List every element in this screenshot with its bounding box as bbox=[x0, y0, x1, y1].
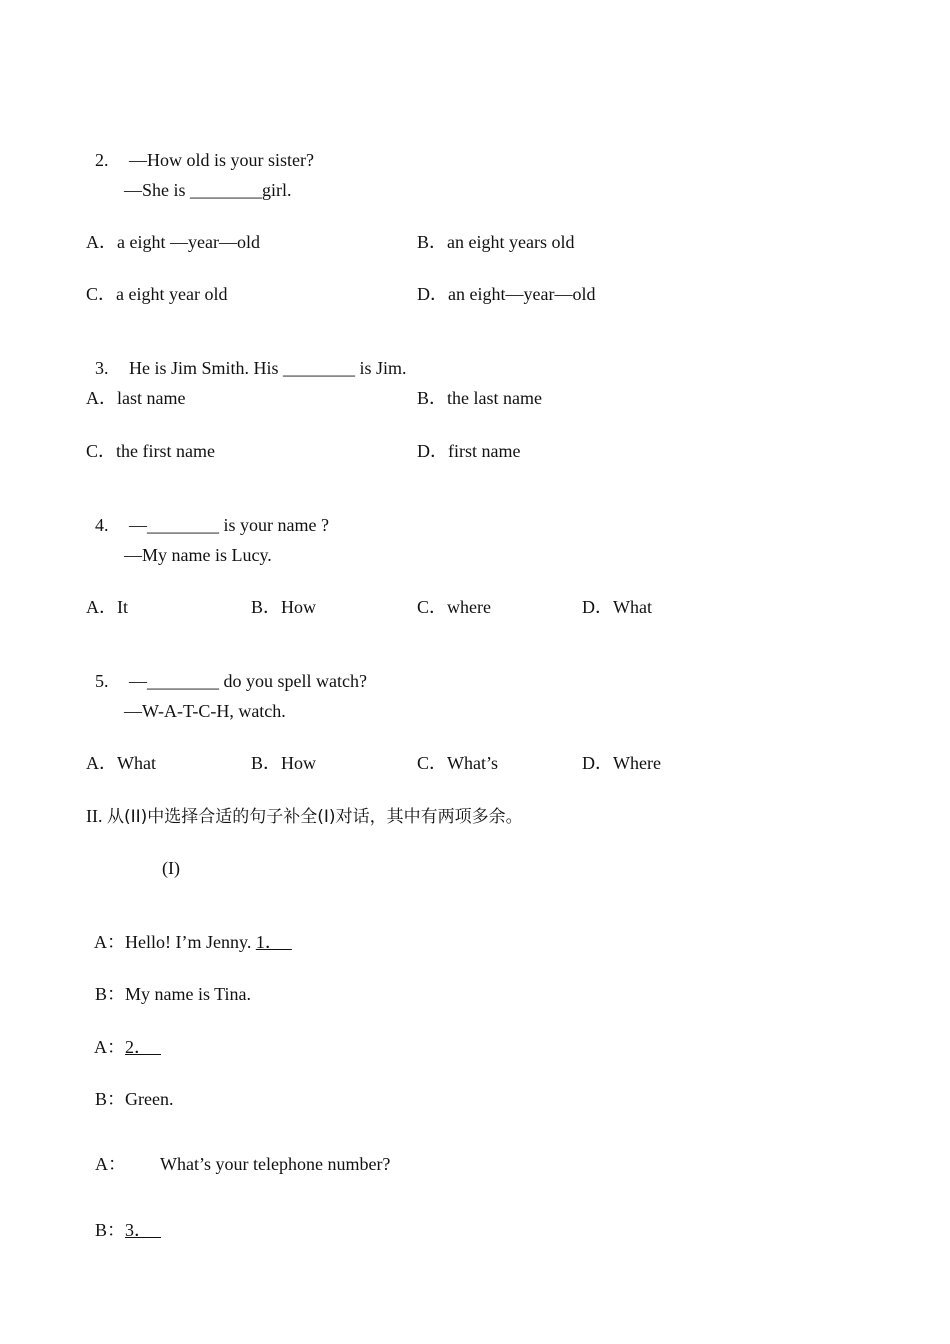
question-4-option-a[interactable]: A．It bbox=[86, 597, 128, 617]
question-3-option-a[interactable]: A．last name bbox=[86, 388, 186, 408]
dialogue-text: Green. bbox=[125, 1089, 174, 1109]
answer-blank-1[interactable]: 1． bbox=[255, 932, 292, 952]
answer-blank-2[interactable]: 2． bbox=[125, 1037, 162, 1057]
speaker-label: A： bbox=[95, 1154, 126, 1174]
dialogue-text: Hello! I’m Jenny. bbox=[125, 932, 256, 952]
question-number: 4. bbox=[95, 515, 109, 535]
speaker-label: A： bbox=[94, 1037, 126, 1057]
question-5-option-b[interactable]: B．How bbox=[251, 753, 317, 773]
section-2-heading: II. 从(II)中选择合适的句子补全(I)对话，其中有两项多余。 bbox=[86, 806, 523, 827]
speaker-label: B： bbox=[95, 1220, 126, 1240]
question-2-stem bbox=[86, 127, 314, 171]
question-3-stem bbox=[86, 335, 407, 379]
question-4-response: —My name is Lucy. bbox=[124, 545, 272, 565]
dialogue-line-5 bbox=[86, 1131, 390, 1175]
question-4-option-b[interactable]: B．How bbox=[251, 597, 317, 617]
dialogue-line-1 bbox=[86, 909, 292, 953]
question-number: 3. bbox=[95, 358, 109, 378]
question-text: —How old is your sister? bbox=[129, 150, 314, 170]
question-3-option-b[interactable]: B．the last name bbox=[417, 388, 542, 408]
dialogue-line-4 bbox=[86, 1066, 174, 1110]
speaker-label: A： bbox=[94, 932, 126, 952]
dialogue-line-2 bbox=[86, 961, 251, 1005]
speaker-label: B： bbox=[95, 984, 126, 1004]
question-number: 5. bbox=[95, 671, 109, 691]
dialogue-part-label: (I) bbox=[162, 858, 180, 878]
question-text: —________ do you spell watch? bbox=[129, 671, 367, 691]
answer-blank-3[interactable]: 3． bbox=[125, 1220, 162, 1240]
question-5-option-d[interactable]: D．Where bbox=[582, 753, 661, 773]
question-2-response: —She is ________girl. bbox=[124, 180, 292, 200]
question-5-response: —W-A-T-C-H, watch. bbox=[124, 701, 286, 721]
question-4-option-d[interactable]: D．What bbox=[582, 597, 652, 617]
question-5-option-a[interactable]: A．What bbox=[86, 753, 156, 773]
question-5-option-c[interactable]: C．What’s bbox=[417, 753, 499, 773]
question-2-option-c[interactable]: C．a eight year old bbox=[86, 284, 228, 304]
question-2-option-d[interactable]: D．an eight—year—old bbox=[417, 284, 596, 304]
question-4-stem bbox=[86, 492, 329, 536]
speaker-label: B： bbox=[95, 1089, 126, 1109]
question-5-stem bbox=[86, 648, 367, 692]
dialogue-line-3 bbox=[86, 1014, 161, 1058]
question-2-option-a[interactable]: A．a eight —year—old bbox=[86, 232, 260, 252]
dialogue-text: What’s your telephone number? bbox=[160, 1154, 391, 1174]
question-4-option-c[interactable]: C．where bbox=[417, 597, 491, 617]
dialogue-line-6 bbox=[86, 1197, 161, 1241]
question-2-option-b[interactable]: B．an eight years old bbox=[417, 232, 575, 252]
question-3-option-c[interactable]: C．the first name bbox=[86, 441, 215, 461]
question-3-option-d[interactable]: D．first name bbox=[417, 441, 521, 461]
question-text: —________ is your name ? bbox=[129, 515, 329, 535]
question-number: 2. bbox=[95, 150, 109, 170]
question-text: He is Jim Smith. His ________ is Jim. bbox=[129, 358, 407, 378]
dialogue-text: My name is Tina. bbox=[125, 984, 252, 1004]
